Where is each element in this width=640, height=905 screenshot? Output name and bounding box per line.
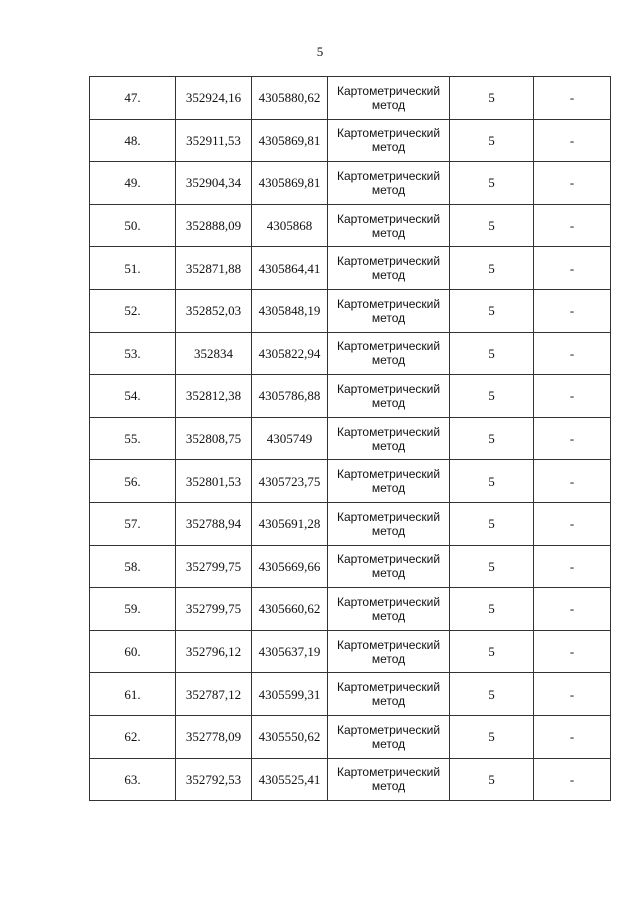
method-cell: Картометрический метод [328, 332, 450, 375]
table-row [90, 289, 611, 332]
x-coordinate-cell: 352871,88 [176, 247, 252, 290]
note-cell: - [534, 162, 611, 205]
y-coordinate-cell: 4305660,62 [252, 588, 328, 631]
y-coordinate-cell: 4305599,31 [252, 673, 328, 716]
x-coordinate-cell: 352788,94 [176, 502, 252, 545]
method-cell: Картометрический метод [328, 119, 450, 162]
method-cell: Картометрический метод [328, 375, 450, 418]
method-cell: Картометрический метод [328, 545, 450, 588]
table-row [90, 162, 611, 205]
point-number-cell: 55. [90, 417, 176, 460]
accuracy-cell: 5 [450, 417, 534, 460]
accuracy-cell: 5 [450, 289, 534, 332]
method-cell: Картометрический метод [328, 502, 450, 545]
x-coordinate-cell: 352812,38 [176, 375, 252, 418]
y-coordinate-cell: 4305869,81 [252, 162, 328, 205]
accuracy-cell: 5 [450, 673, 534, 716]
method-cell: Картометрический метод [328, 162, 450, 205]
method-cell: Картометрический метод [328, 630, 450, 673]
table-row [90, 247, 611, 290]
accuracy-cell: 5 [450, 332, 534, 375]
y-coordinate-cell: 4305848,19 [252, 289, 328, 332]
x-coordinate-cell: 352924,16 [176, 77, 252, 120]
x-coordinate-cell: 352799,75 [176, 545, 252, 588]
accuracy-cell: 5 [450, 204, 534, 247]
note-cell: - [534, 545, 611, 588]
point-number-cell: 54. [90, 375, 176, 418]
method-cell: Картометрический метод [328, 673, 450, 716]
point-number-cell: 58. [90, 545, 176, 588]
point-number-cell: 62. [90, 715, 176, 758]
accuracy-cell: 5 [450, 77, 534, 120]
x-coordinate-cell: 352911,53 [176, 119, 252, 162]
y-coordinate-cell: 4305637,19 [252, 630, 328, 673]
y-coordinate-cell: 4305691,28 [252, 502, 328, 545]
x-coordinate-cell: 352904,34 [176, 162, 252, 205]
note-cell: - [534, 417, 611, 460]
accuracy-cell: 5 [450, 588, 534, 631]
method-cell: Картометрический метод [328, 289, 450, 332]
point-number-cell: 52. [90, 289, 176, 332]
table-row [90, 417, 611, 460]
method-cell: Картометрический метод [328, 204, 450, 247]
note-cell: - [534, 630, 611, 673]
accuracy-cell: 5 [450, 502, 534, 545]
x-coordinate-cell: 352852,03 [176, 289, 252, 332]
method-cell: Картометрический метод [328, 715, 450, 758]
accuracy-cell: 5 [450, 247, 534, 290]
table-row [90, 119, 611, 162]
coordinates-table [89, 76, 611, 801]
accuracy-cell: 5 [450, 460, 534, 503]
table-row [90, 460, 611, 503]
accuracy-cell: 5 [450, 375, 534, 418]
table-row [90, 630, 611, 673]
point-number-cell: 48. [90, 119, 176, 162]
x-coordinate-cell: 352792,53 [176, 758, 252, 801]
table-row [90, 77, 611, 120]
x-coordinate-cell: 352888,09 [176, 204, 252, 247]
accuracy-cell: 5 [450, 545, 534, 588]
y-coordinate-cell: 4305550,62 [252, 715, 328, 758]
x-coordinate-cell: 352808,75 [176, 417, 252, 460]
y-coordinate-cell: 4305669,66 [252, 545, 328, 588]
x-coordinate-cell: 352834 [176, 332, 252, 375]
note-cell: - [534, 77, 611, 120]
table-row [90, 332, 611, 375]
x-coordinate-cell: 352799,75 [176, 588, 252, 631]
method-cell: Картометрический метод [328, 417, 450, 460]
table-row [90, 673, 611, 716]
table-row [90, 375, 611, 418]
point-number-cell: 60. [90, 630, 176, 673]
y-coordinate-cell: 4305749 [252, 417, 328, 460]
note-cell: - [534, 204, 611, 247]
y-coordinate-cell: 4305864,41 [252, 247, 328, 290]
note-cell: - [534, 247, 611, 290]
note-cell: - [534, 460, 611, 503]
y-coordinate-cell: 4305723,75 [252, 460, 328, 503]
table-row [90, 204, 611, 247]
coordinates-table-body [90, 77, 611, 801]
x-coordinate-cell: 352778,09 [176, 715, 252, 758]
table-row [90, 758, 611, 801]
note-cell: - [534, 332, 611, 375]
page-number: 5 [316, 44, 324, 59]
point-number-cell: 57. [90, 502, 176, 545]
point-number-cell: 49. [90, 162, 176, 205]
point-number-cell: 53. [90, 332, 176, 375]
point-number-cell: 50. [90, 204, 176, 247]
x-coordinate-cell: 352787,12 [176, 673, 252, 716]
y-coordinate-cell: 4305822,94 [252, 332, 328, 375]
point-number-cell: 63. [90, 758, 176, 801]
note-cell: - [534, 758, 611, 801]
x-coordinate-cell: 352801,53 [176, 460, 252, 503]
note-cell: - [534, 502, 611, 545]
point-number-cell: 51. [90, 247, 176, 290]
point-number-cell: 56. [90, 460, 176, 503]
point-number-cell: 61. [90, 673, 176, 716]
method-cell: Картометрический метод [328, 77, 450, 120]
table-row [90, 715, 611, 758]
note-cell: - [534, 715, 611, 758]
point-number-cell: 59. [90, 588, 176, 631]
method-cell: Картометрический метод [328, 758, 450, 801]
accuracy-cell: 5 [450, 119, 534, 162]
x-coordinate-cell: 352796,12 [176, 630, 252, 673]
note-cell: - [534, 375, 611, 418]
method-cell: Картометрический метод [328, 460, 450, 503]
y-coordinate-cell: 4305868 [252, 204, 328, 247]
accuracy-cell: 5 [450, 758, 534, 801]
y-coordinate-cell: 4305869,81 [252, 119, 328, 162]
note-cell: - [534, 588, 611, 631]
point-number-cell: 47. [90, 77, 176, 120]
note-cell: - [534, 119, 611, 162]
note-cell: - [534, 673, 611, 716]
table-row [90, 588, 611, 631]
table-row [90, 545, 611, 588]
note-cell: - [534, 289, 611, 332]
y-coordinate-cell: 4305786,88 [252, 375, 328, 418]
accuracy-cell: 5 [450, 630, 534, 673]
method-cell: Картометрический метод [328, 588, 450, 631]
y-coordinate-cell: 4305525,41 [252, 758, 328, 801]
table-row [90, 502, 611, 545]
accuracy-cell: 5 [450, 162, 534, 205]
y-coordinate-cell: 4305880,62 [252, 77, 328, 120]
method-cell: Картометрический метод [328, 247, 450, 290]
accuracy-cell: 5 [450, 715, 534, 758]
